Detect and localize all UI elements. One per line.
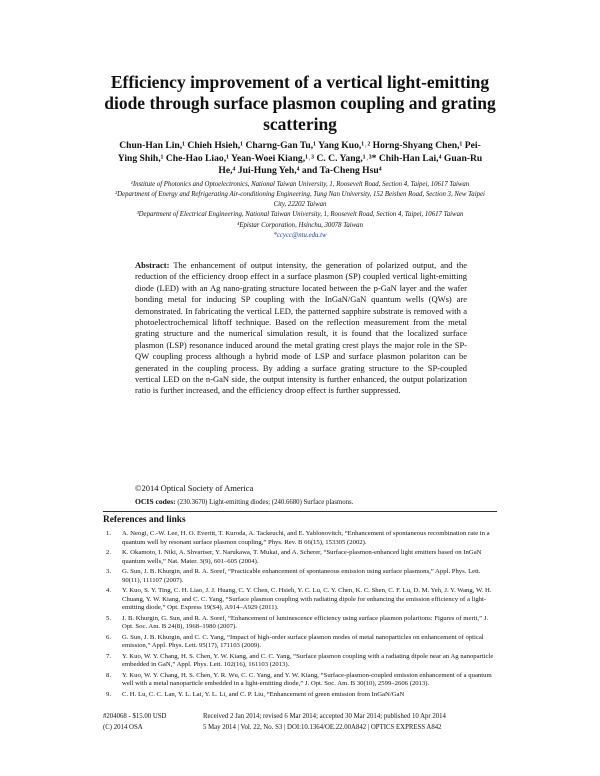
reference-item xyxy=(103,615,497,632)
reference-number: 9. xyxy=(106,690,112,698)
reference-item xyxy=(103,653,497,670)
abstract-label: Abstract: xyxy=(135,260,170,270)
reference-text: K. Okamoto, I. Niki, A. Shvartser, Y. Narukawa, T. Mukai, and A. Scherer, “Surface-plasmon-enhanced light emitters based on InGaN quantum wells,” Nat. Mater. 3(9), 601–605 (2004). xyxy=(122,549,482,565)
reference-text: Y. Kuo, W. Y. Chang, H. S. Chen, Y. W. Kiang, and C. C. Yang, “Surface plasmon coupling with a radiating dipole near an Ag nanoparticle embedded in GaN,” Appl. Phys. Lett. 102(16), 161103 (2013). xyxy=(122,652,494,669)
reference-item xyxy=(103,530,497,547)
reference-number: 6. xyxy=(106,633,112,641)
page-footer xyxy=(103,712,497,733)
footer-copyright: (C) 2014 OSA xyxy=(103,723,143,731)
copyright-line: ©2014 Optical Society of America xyxy=(135,483,254,493)
reference-text: A. Neogi, C.-W. Lee, H. O. Everitt, T. Kuroda, A. Tackeuchi, and E. Yablonovitch, “Enhancement of spontaneous recombination rate in a quantum well by resonant surface plasmon coupling,” Phys. Rev. B 66(15), 153305 (2002). xyxy=(122,530,490,546)
references-heading: References and links xyxy=(103,515,186,525)
abstract xyxy=(135,260,467,397)
reference-item xyxy=(103,672,497,689)
reference-text: C. H. Lu, C. C. Lan, Y. L. Lai, Y. L. Li, and C. P. Liu, “Enhancement of green emission from InGaN/GaN xyxy=(122,690,405,698)
ocis-label: OCIS codes: xyxy=(135,497,176,506)
affiliation-4: ⁴Epistar Corporation, Hsinchu, 30078 Taiwan xyxy=(237,221,363,229)
affiliations xyxy=(110,180,490,241)
reference-text: G. Sun, J. B. Khurgin, and C. C. Yang, “Impact of high-order surface plasmon modes of metal nanoparticles on enhancement of optical emission,” Appl. Phys. Lett. 95(17), 171103 (2009). xyxy=(122,633,484,650)
affiliation-1: ¹Institute of Photonics and Optoelectronics, National Taiwan University, 1, Roosevelt Road, Section 4, Taipei, 10617 Taiwan xyxy=(130,181,470,188)
references-divider xyxy=(103,511,497,512)
reference-number: 8. xyxy=(106,671,112,679)
paper-title: Efficiency improvement of a vertical light-emitting diode through surface plasmon coupling and grating scattering xyxy=(104,72,496,134)
corresponding-email[interactable]: *ccycc@ntu.edu.tw xyxy=(273,232,327,240)
reference-number: 3. xyxy=(106,568,112,575)
reference-item xyxy=(103,568,497,585)
reference-number: 1. xyxy=(106,530,112,537)
reference-item xyxy=(103,587,497,613)
footer-journal-info: 5 May 2014 | Vol. 22, No. S3 | DOI:10.1364/OE.22.00A842 | OPTICS EXPRESS A842 xyxy=(203,723,442,731)
footer-article-code: #204068 - $15.00 USD xyxy=(103,713,167,720)
author-list: Chun-Han Lin,¹ Chieh Hsieh,¹ Charng-Gan Tu,¹ Yang Kuo,¹˒² Horng-Shyang Chen,¹ Pei-Ying Shih,¹ Che-Hao Liao,¹ Yean-Woei Kiang,¹˒³ C. C. Yang,¹˒³* Chih-Han Lai,⁴ Guan-Ru He,⁴ Jui-Hung Yeh,⁴ and Ta-Cheng Hsu⁴ xyxy=(117,140,483,176)
reference-number: 4. xyxy=(106,587,112,594)
reference-item xyxy=(103,549,497,566)
affiliation-2: ²Department of Energy and Refrigerating Air-conditioning Engineering, Tung Nan University, 152 Beishen Road, Section 3, New Taipei City, 22202 Taiwan xyxy=(115,191,485,208)
reference-list xyxy=(103,530,497,701)
footer-row-2 xyxy=(103,723,497,734)
reference-number: 2. xyxy=(106,549,112,556)
abstract-text: The enhancement of output intensity, the generation of polarized output, and the reduction of the efficiency droop effect in a surface plasmon (SP) coupled vertical light-emitting diode (LED) with an Ag nano-grating structure located between the p-GaN layer and the wafer bonding metal for inducing SP coupling with the InGaN/GaN quantum wells (QWs) are demonstrated. In fabricating the vertical LED, the patterned sapphire substrate is removed with a photoelectrochemical liftoff technique. Based on the reflection measurement from the metal grating structure and the numerical simulation result, it is found that the localized surface plasmon (LSP) resonance induced around the metal grating crest plays the major role in the SP-QW coupling process although a hybrid mode of LSP and surface plasmon polariton can be generated in the coupling process. By adding a surface grating structure to the SP-coupled vertical LED on the n-GaN side, the output intensity is further enhanced, the output polarization ratio is further increased, and the efficiency droop effect is further suppressed. xyxy=(135,260,467,396)
reference-item xyxy=(103,691,497,700)
ocis-codes xyxy=(135,497,467,508)
ocis-text: (230.3670) Light-emitting diodes; (240.6680) Surface plasmons. xyxy=(177,499,354,506)
reference-text: Y. Kuo, W. Y. Chang, H. S. Chen, Y. R. Wu, C. C. Yang, and Y. W. Kiang, “Surface-plasmon-coupled emission enhancement of a quantum well with a metal nanoparticle embedded in a light-emitting diode,” J. Opt. Soc. Am. B 30(10), 2599–2606 (2013). xyxy=(122,671,492,688)
reference-number: 5. xyxy=(106,614,112,622)
footer-dates: Received 2 Jan 2014; revised 6 Mar 2014; accepted 30 Mar 2014; published 10 Apr 2014 xyxy=(203,713,446,720)
reference-text: J. B. Khurgin, G. Sun, and R. A. Soref, “Enhancement of luminescence efficiency using surface plasmon polaritons: Figures of merit,” J. Opt. Soc. Am. B 24(8), 1968–1980 (2007). xyxy=(122,614,488,631)
reference-number: 7. xyxy=(106,652,112,660)
reference-text: Y. Kuo, S. Y. Ting, C. H. Liao, J. J. Huang, C. Y. Chen, C. Hsieh, Y. C. Lu, C. Y. Chen, K. C. Shen, C. F. Lu, D. M. Yeh, J. Y. Wang, W. H. Chuang, Y. W. Kiang, and C. C. Yang, “Surface plasmon coupling with radiating dipole for enhancing the emission efficiency of a light-emitting diode,” Opt. Express 19(S4), A914–A929 (2011). xyxy=(122,587,492,612)
affiliation-3: ³Department of Electrical Engineering, National Taiwan University, 1, Roosevelt Road, Section 4, Taipei, 10617 Taiwan xyxy=(136,211,464,219)
reference-item xyxy=(103,634,497,651)
footer-row-1 xyxy=(103,712,497,723)
reference-text: G. Sun, J. B. Khurgin, and R. A. Soref, “Practicable enhancement of spontaneous emission using surface plasmons,” Appl. Phys. Lett. 90(11), 111107 (2007). xyxy=(122,568,481,584)
